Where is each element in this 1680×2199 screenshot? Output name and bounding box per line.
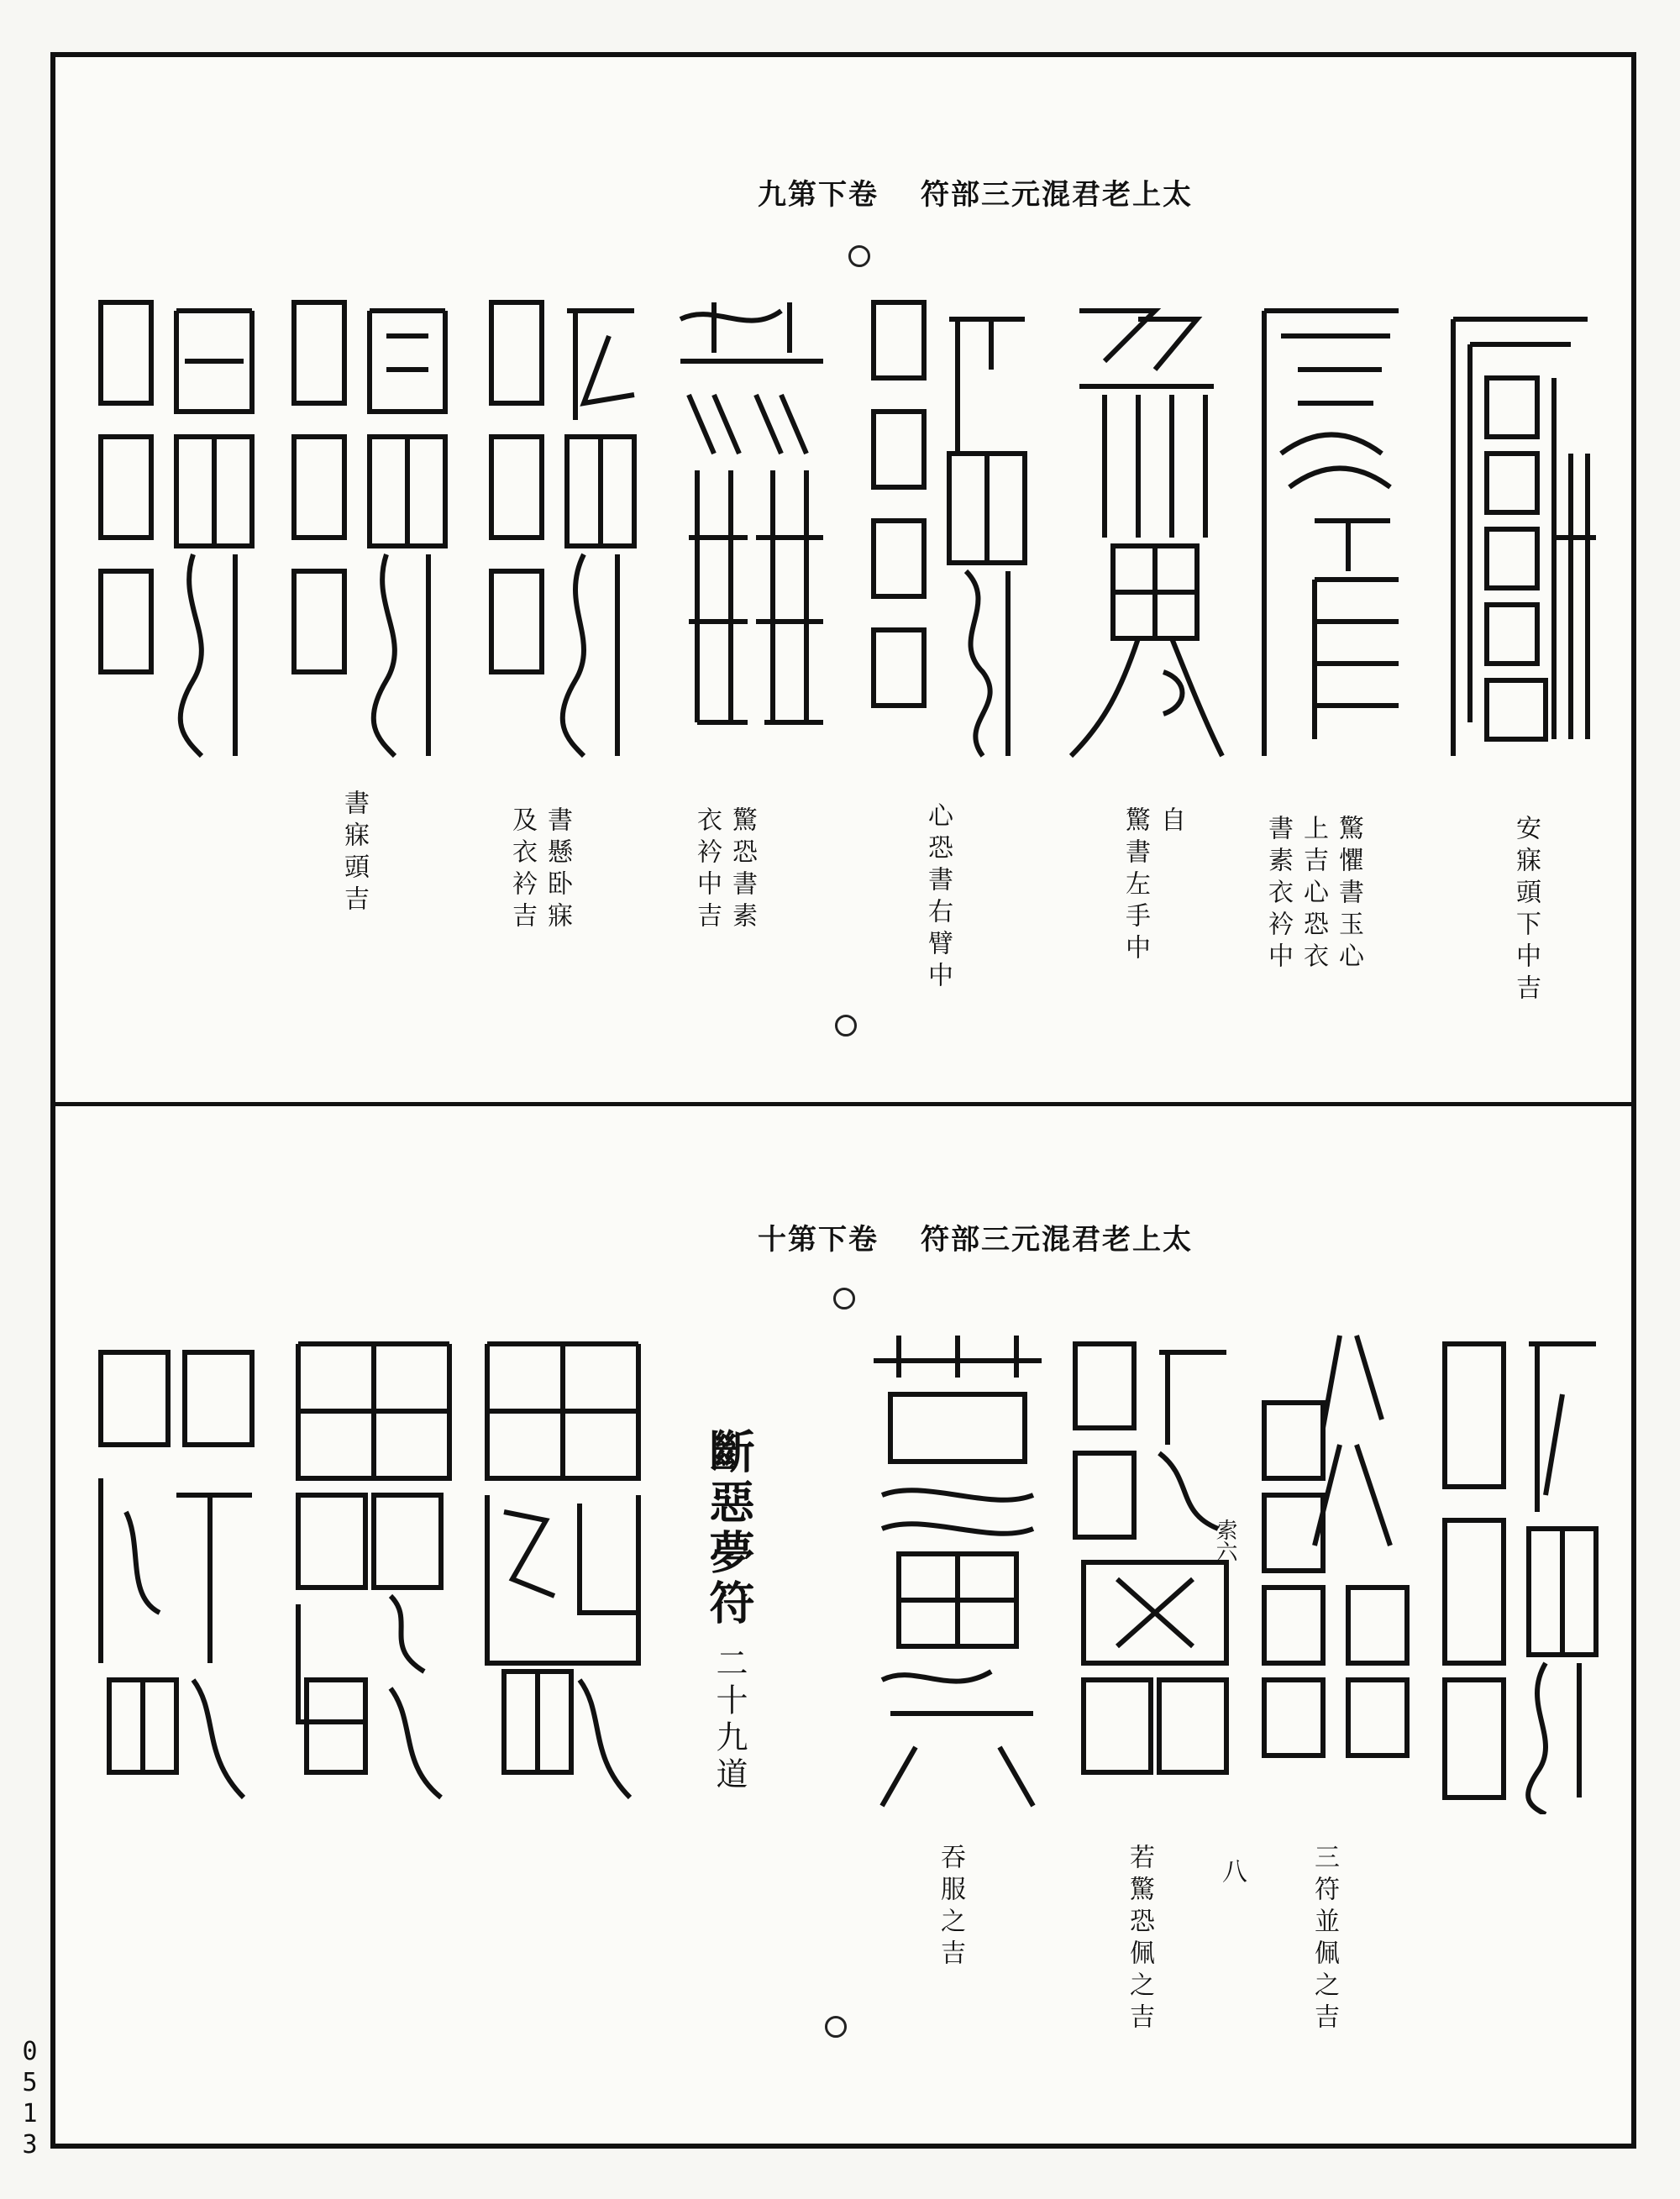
talisman-glyph-1: [1436, 286, 1604, 773]
talisman-glyph-12: [865, 1327, 1050, 1814]
section-title: [697, 1428, 762, 1794]
talisman-glyph-2: [1247, 286, 1415, 773]
caption-6: 書懸卧寐 及衣衿吉: [507, 806, 572, 934]
side-mark: 索六: [1212, 1519, 1237, 1562]
caption-5: 驚恐書素 衣衿中吉: [692, 806, 757, 934]
binding-hole: [833, 1288, 855, 1309]
caption-10: 若驚恐佩之吉: [1125, 1844, 1154, 2035]
panel-divider: [50, 1102, 1636, 1106]
caption-3: 自 驚書左手中: [1121, 806, 1185, 966]
talisman-glyph-11: [1067, 1327, 1243, 1814]
page-number: 0513: [15, 2037, 45, 2161]
talisman-glyph-14: [290, 1327, 458, 1814]
talisman-glyph-9: [1436, 1327, 1604, 1814]
caption-2: 驚懼書玉心 上吉心恐衣 書素衣衿中: [1263, 815, 1363, 974]
binding-hole: [825, 2016, 847, 2038]
talisman-glyph-5: [664, 286, 840, 773]
caption-7: 書寐頭吉: [339, 790, 369, 917]
section-title-text: 斷惡夢符: [702, 1428, 756, 1630]
caption-8: 三符並佩之吉: [1310, 1844, 1339, 2035]
talisman-glyph-13: [479, 1327, 647, 1814]
bottom-header: [487, 1216, 1193, 1257]
binding-hole: [835, 1015, 857, 1037]
caption-11: 吞服之吉: [936, 1844, 965, 1971]
binding-hole: [848, 245, 870, 267]
section-count: 二十九道: [711, 1646, 748, 1794]
talisman-glyph-3: [1054, 286, 1231, 773]
talisman-glyph-10: [1256, 1327, 1424, 1814]
caption-4: 心恐書右臂中: [923, 802, 953, 994]
top-header-volume: 卷下第九: [758, 178, 879, 212]
top-header-title: 太上老君混元三部符: [921, 178, 1193, 212]
talisman-glyph-6: [475, 286, 643, 773]
bottom-header-volume: 卷下第十: [758, 1223, 879, 1257]
bottom-header-title: 太上老君混元三部符: [921, 1223, 1193, 1257]
caption-1: 安寐頭下中吉: [1511, 815, 1541, 1006]
top-header: [504, 171, 1193, 213]
caption-9: 八: [1217, 1858, 1247, 1890]
talisman-glyph-8: [92, 286, 260, 773]
talisman-glyph-15: [92, 1327, 260, 1814]
talisman-glyph-7: [286, 286, 454, 773]
talisman-glyph-4: [865, 286, 1033, 773]
